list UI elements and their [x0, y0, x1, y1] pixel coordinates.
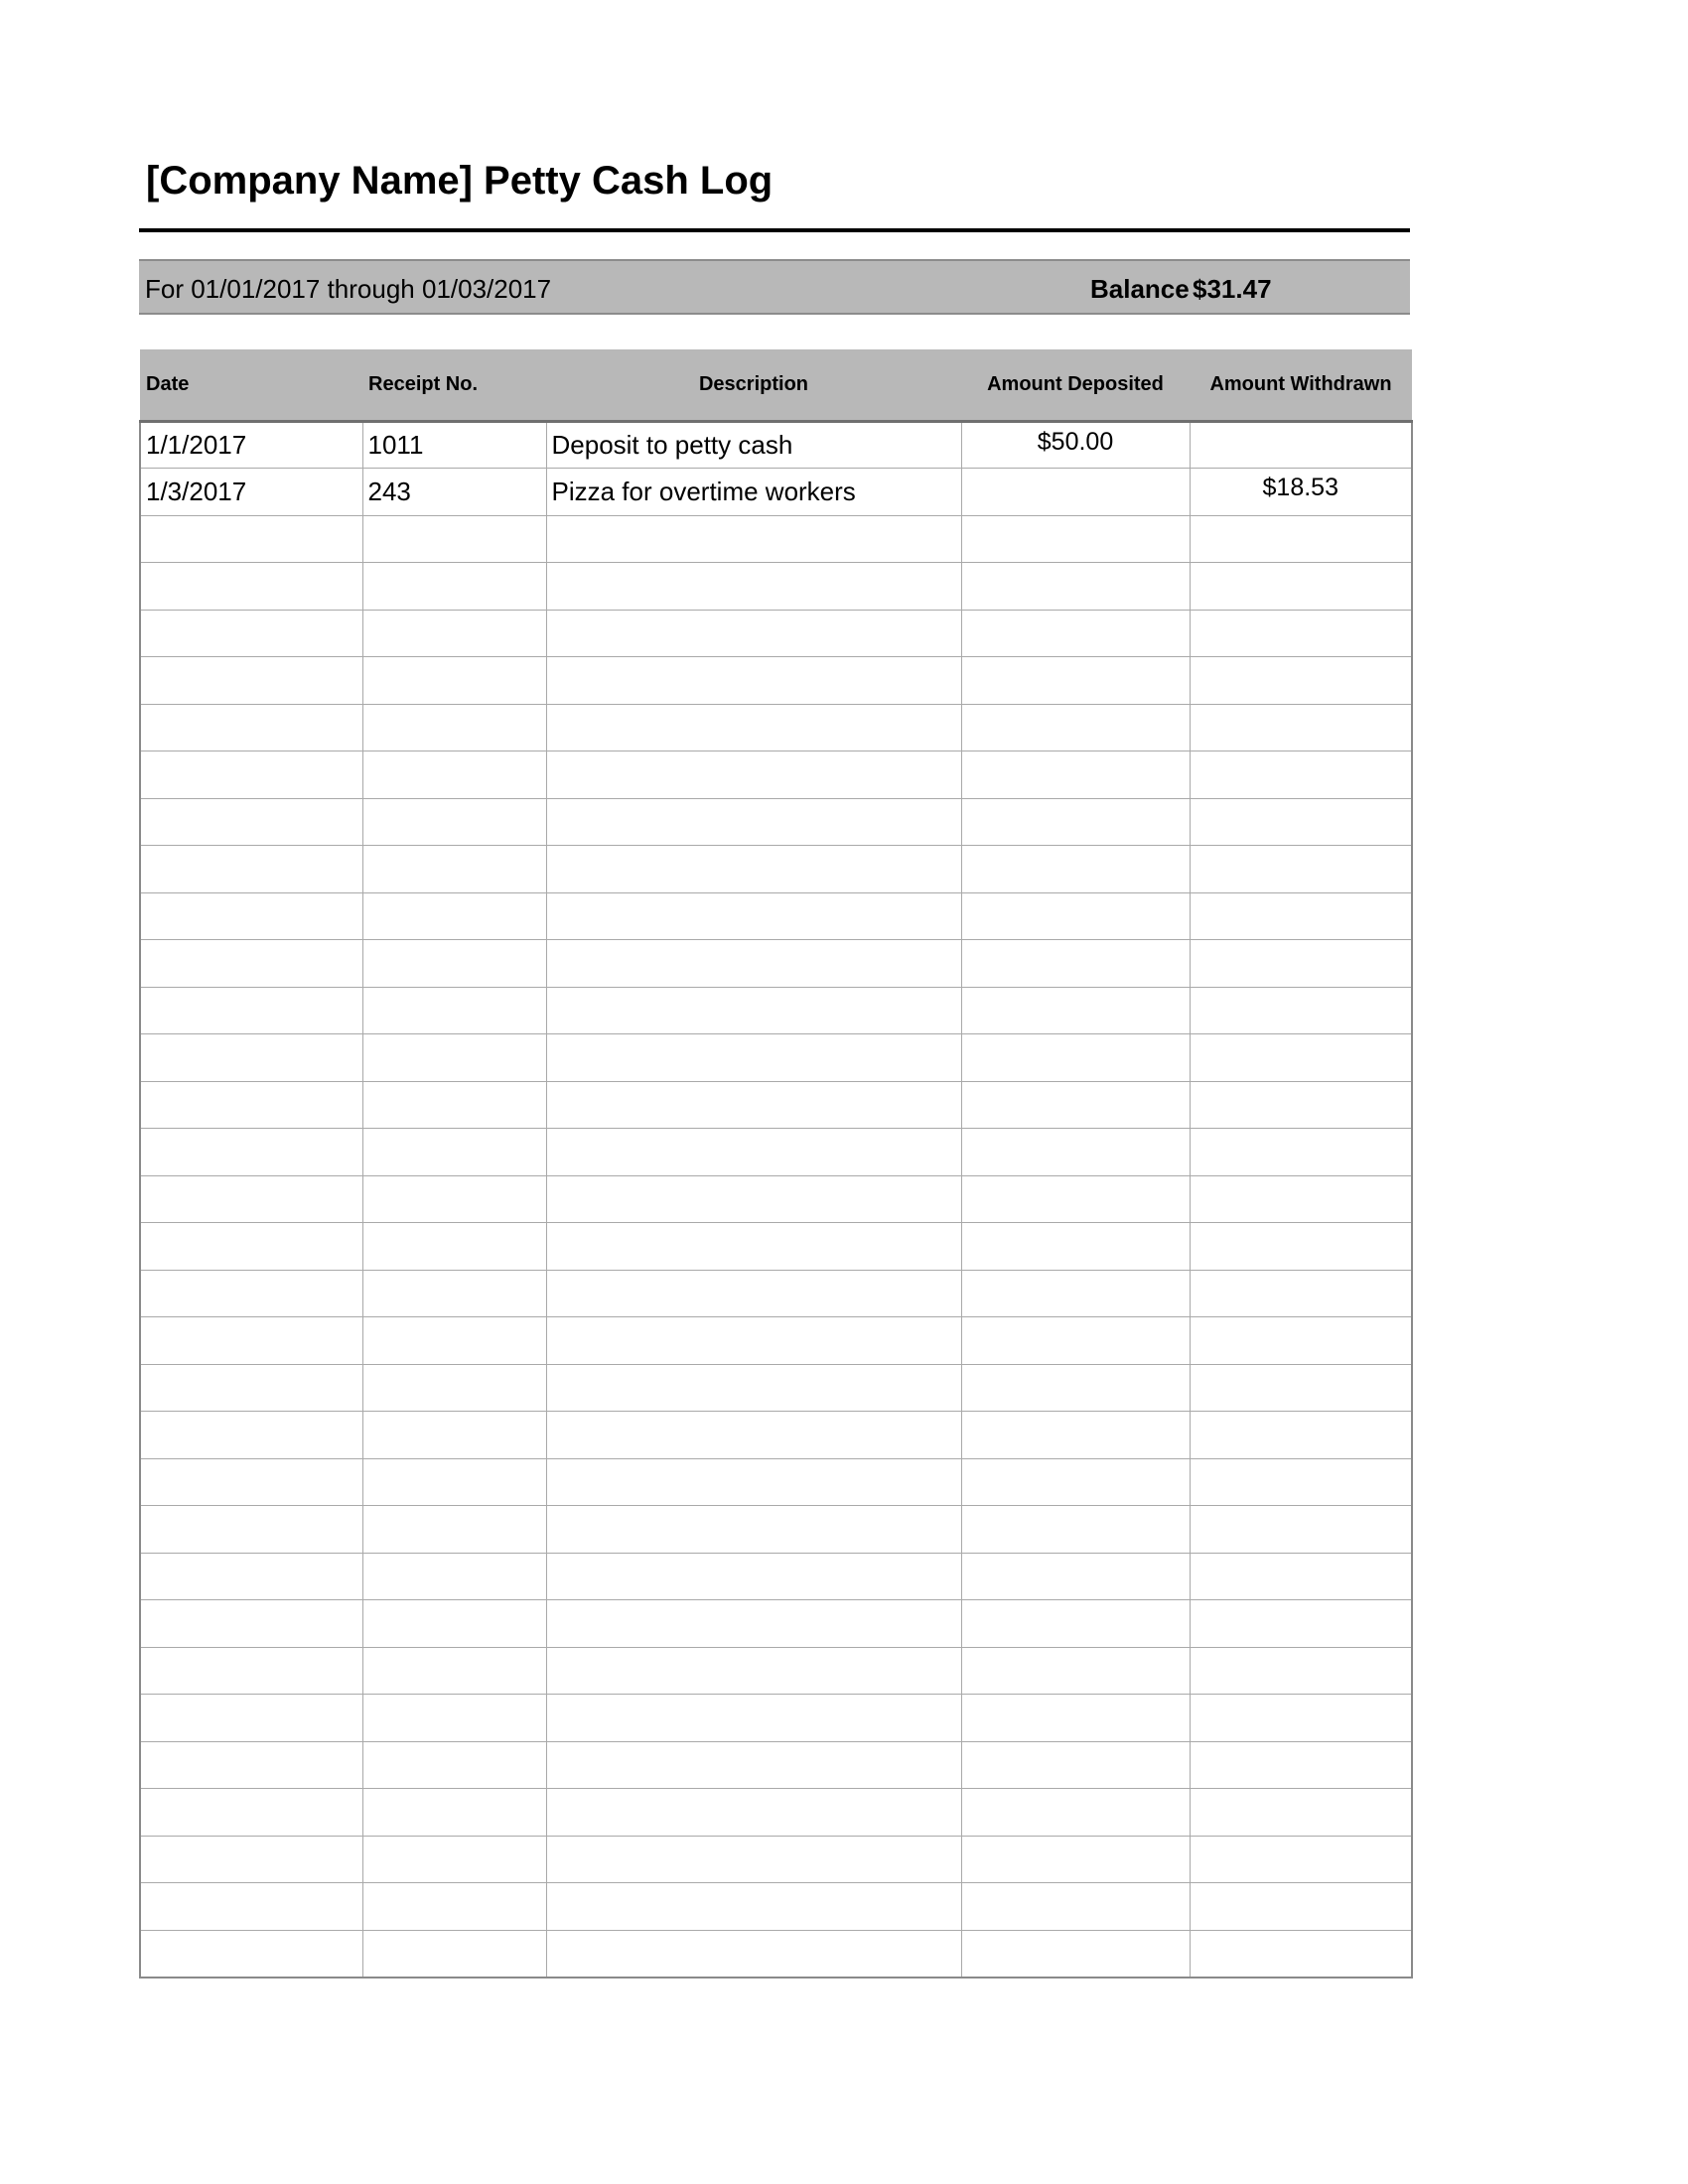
description-cell[interactable] [546, 751, 961, 799]
table-row [140, 846, 1412, 893]
description-cell[interactable] [546, 704, 961, 751]
description-cell[interactable] [546, 1175, 961, 1223]
amount-withdrawn-cell[interactable] [1190, 1930, 1412, 1978]
amount-withdrawn-cell[interactable] [1190, 610, 1412, 657]
table-row [140, 1883, 1412, 1931]
amount-withdrawn-cell[interactable] [1190, 1741, 1412, 1789]
amount-deposited-cell[interactable] [961, 1458, 1190, 1506]
receipt-no-cell[interactable] [362, 892, 546, 940]
amount-withdrawn-cell[interactable] [1190, 1600, 1412, 1648]
amount-deposited-cell[interactable] [961, 469, 1190, 516]
header-row [140, 349, 1412, 421]
table-row [140, 751, 1412, 799]
table-row [140, 1553, 1412, 1600]
amount-withdrawn-cell[interactable] [1190, 1836, 1412, 1883]
amount-deposited-cell[interactable] [961, 1741, 1190, 1789]
date-cell[interactable] [140, 1695, 362, 1742]
amount-deposited-cell[interactable] [961, 1836, 1190, 1883]
description-cell[interactable] [546, 1081, 961, 1129]
table-row [140, 1317, 1412, 1365]
receipt-no-cell[interactable] [362, 1412, 546, 1459]
date-cell[interactable] [140, 1317, 362, 1365]
balance-value: $31.47 [1193, 274, 1272, 304]
description-cell[interactable] [546, 892, 961, 940]
amount-withdrawn-cell[interactable] [1190, 563, 1412, 611]
table-row [140, 1506, 1412, 1554]
amount-withdrawn-cell[interactable] [1190, 1317, 1412, 1365]
amount-withdrawn-cell[interactable] [1190, 798, 1412, 846]
date-cell[interactable] [140, 751, 362, 799]
amount-withdrawn-cell[interactable] [1190, 1270, 1412, 1317]
amount-withdrawn-cell[interactable] [1190, 704, 1412, 751]
receipt-no-cell[interactable] [362, 1647, 546, 1695]
table-row [140, 515, 1412, 563]
amount-withdrawn-cell[interactable] [1190, 1223, 1412, 1271]
table-row [140, 1836, 1412, 1883]
date-cell[interactable] [140, 704, 362, 751]
table-row [140, 1270, 1412, 1317]
amount-withdrawn-cell[interactable] [1190, 657, 1412, 705]
date-cell[interactable] [140, 1741, 362, 1789]
amount-deposited-cell[interactable] [961, 1175, 1190, 1223]
amount-deposited-cell[interactable] [961, 1270, 1190, 1317]
description-cell[interactable] [546, 515, 961, 563]
date-cell[interactable] [140, 1836, 362, 1883]
description-cell[interactable] [546, 1741, 961, 1789]
amount-withdrawn-cell[interactable] [1190, 1412, 1412, 1459]
column-header-date: Date [140, 349, 362, 421]
amount-withdrawn-cell[interactable] [1190, 1789, 1412, 1837]
amount-withdrawn-cell[interactable] [1190, 987, 1412, 1034]
date-cell[interactable] [140, 798, 362, 846]
description-cell[interactable] [546, 798, 961, 846]
date-cell[interactable] [140, 515, 362, 563]
amount-withdrawn-cell[interactable] [1190, 1175, 1412, 1223]
date-cell[interactable] [140, 892, 362, 940]
description-cell[interactable] [546, 1836, 961, 1883]
receipt-no-cell[interactable] [362, 846, 546, 893]
receipt-no-cell[interactable] [362, 987, 546, 1034]
amount-withdrawn-cell[interactable] [1190, 515, 1412, 563]
amount-deposited-cell[interactable] [961, 751, 1190, 799]
date-cell[interactable] [140, 1034, 362, 1082]
description-cell[interactable] [546, 657, 961, 705]
description-cell[interactable] [546, 1270, 961, 1317]
description-cell[interactable] [546, 1364, 961, 1412]
description-cell[interactable]: Deposit to petty cash [546, 421, 961, 469]
description-cell[interactable] [546, 610, 961, 657]
table-row [140, 1600, 1412, 1648]
table-row [140, 469, 1412, 516]
table-row [140, 1930, 1412, 1978]
date-cell[interactable] [140, 1081, 362, 1129]
column-header-description: Description [546, 349, 961, 421]
table-body [140, 421, 1412, 1978]
date-cell[interactable] [140, 610, 362, 657]
amount-withdrawn-cell[interactable] [1190, 751, 1412, 799]
receipt-no-cell[interactable] [362, 1883, 546, 1931]
description-cell[interactable] [546, 1412, 961, 1459]
date-cell[interactable] [140, 1129, 362, 1176]
amount-withdrawn-cell[interactable] [1190, 1129, 1412, 1176]
description-cell[interactable] [546, 1458, 961, 1506]
period-summary-band [139, 259, 1410, 315]
description-cell[interactable] [546, 1930, 961, 1978]
amount-deposited-cell[interactable] [961, 1317, 1190, 1365]
receipt-no-cell[interactable] [362, 798, 546, 846]
receipt-no-cell[interactable] [362, 751, 546, 799]
period-range: For 01/01/2017 through 01/03/2017 [145, 274, 552, 304]
amount-deposited-cell[interactable] [961, 1364, 1190, 1412]
date-cell[interactable] [140, 1458, 362, 1506]
column-header-amount-withdrawn: Amount Withdrawn [1190, 349, 1412, 421]
table-row [140, 657, 1412, 705]
amount-withdrawn-cell[interactable]: $18.53 [1190, 469, 1412, 516]
table-row [140, 1789, 1412, 1837]
table-row [140, 1081, 1412, 1129]
receipt-no-cell[interactable]: 243 [362, 469, 546, 516]
description-cell[interactable] [546, 1034, 961, 1082]
amount-withdrawn-cell[interactable] [1190, 1647, 1412, 1695]
table-row [140, 1034, 1412, 1082]
amount-withdrawn-cell[interactable] [1190, 846, 1412, 893]
amount-withdrawn-cell[interactable] [1190, 1553, 1412, 1600]
receipt-no-cell[interactable] [362, 1553, 546, 1600]
date-cell[interactable] [140, 1270, 362, 1317]
petty-cash-log-table [139, 349, 1413, 1979]
description-cell[interactable] [546, 1600, 961, 1648]
balance-label: Balance [1090, 274, 1190, 304]
description-cell[interactable] [546, 563, 961, 611]
receipt-no-cell[interactable] [362, 610, 546, 657]
table-row [140, 1223, 1412, 1271]
table-header [140, 349, 1412, 421]
date-cell[interactable]: 1/1/2017 [140, 421, 362, 469]
date-cell[interactable] [140, 1223, 362, 1271]
receipt-no-cell[interactable] [362, 940, 546, 988]
amount-deposited-cell[interactable] [961, 1647, 1190, 1695]
date-cell[interactable] [140, 940, 362, 988]
receipt-no-cell[interactable]: 1011 [362, 421, 546, 469]
table-row [140, 1129, 1412, 1176]
date-cell[interactable] [140, 1553, 362, 1600]
description-cell[interactable] [546, 1223, 961, 1271]
table-row [140, 1412, 1412, 1459]
table-row [140, 1741, 1412, 1789]
amount-deposited-cell[interactable] [961, 1789, 1190, 1837]
date-cell[interactable] [140, 987, 362, 1034]
receipt-no-cell[interactable] [362, 1317, 546, 1365]
amount-deposited-cell[interactable]: $50.00 [961, 421, 1190, 469]
receipt-no-cell[interactable] [362, 1129, 546, 1176]
description-cell[interactable] [546, 1883, 961, 1931]
column-header-amount-deposited: Amount Deposited [961, 349, 1190, 421]
date-cell[interactable] [140, 563, 362, 611]
amount-withdrawn-cell[interactable] [1190, 892, 1412, 940]
description-cell[interactable] [546, 1647, 961, 1695]
receipt-no-cell[interactable] [362, 1600, 546, 1648]
amount-deposited-cell[interactable] [961, 1412, 1190, 1459]
amount-deposited-cell[interactable] [961, 563, 1190, 611]
receipt-no-cell[interactable] [362, 657, 546, 705]
amount-withdrawn-cell[interactable] [1190, 1506, 1412, 1554]
receipt-no-cell[interactable] [362, 1175, 546, 1223]
table-row [140, 892, 1412, 940]
date-cell[interactable] [140, 1647, 362, 1695]
receipt-no-cell[interactable] [362, 1458, 546, 1506]
receipt-no-cell[interactable] [362, 1270, 546, 1317]
amount-deposited-cell[interactable] [961, 1034, 1190, 1082]
table-row [140, 704, 1412, 751]
amount-deposited-cell[interactable] [961, 892, 1190, 940]
table-row [140, 987, 1412, 1034]
receipt-no-cell[interactable] [362, 1081, 546, 1129]
description-cell[interactable] [546, 846, 961, 893]
table-row [140, 940, 1412, 988]
amount-deposited-cell[interactable] [961, 657, 1190, 705]
table-row [140, 798, 1412, 846]
amount-withdrawn-cell[interactable] [1190, 1364, 1412, 1412]
page-title: [Company Name] Petty Cash Log [146, 159, 774, 203]
receipt-no-cell[interactable] [362, 1506, 546, 1554]
description-cell[interactable] [546, 1553, 961, 1600]
column-header-receipt-no: Receipt No. [362, 349, 546, 421]
receipt-no-cell[interactable] [362, 563, 546, 611]
date-cell[interactable] [140, 1883, 362, 1931]
amount-withdrawn-cell[interactable] [1190, 1034, 1412, 1082]
receipt-no-cell[interactable] [362, 1741, 546, 1789]
description-cell[interactable] [546, 1317, 961, 1365]
date-cell[interactable] [140, 846, 362, 893]
description-cell[interactable] [546, 1129, 961, 1176]
amount-deposited-cell[interactable] [961, 1129, 1190, 1176]
receipt-no-cell[interactable] [362, 1930, 546, 1978]
amount-deposited-cell[interactable] [961, 1930, 1190, 1978]
table-row [140, 1695, 1412, 1742]
amount-withdrawn-cell[interactable] [1190, 940, 1412, 988]
amount-withdrawn-cell[interactable] [1190, 1081, 1412, 1129]
amount-deposited-cell[interactable] [961, 704, 1190, 751]
amount-deposited-cell[interactable] [961, 1506, 1190, 1554]
amount-deposited-cell[interactable] [961, 1081, 1190, 1129]
amount-deposited-cell[interactable] [961, 1600, 1190, 1648]
date-cell[interactable] [140, 1506, 362, 1554]
amount-deposited-cell[interactable] [961, 846, 1190, 893]
receipt-no-cell[interactable] [362, 515, 546, 563]
description-cell[interactable] [546, 987, 961, 1034]
amount-deposited-cell[interactable] [961, 515, 1190, 563]
receipt-no-cell[interactable] [362, 1836, 546, 1883]
title-divider [139, 228, 1410, 232]
date-cell[interactable] [140, 1930, 362, 1978]
date-cell[interactable] [140, 657, 362, 705]
amount-deposited-cell[interactable] [961, 1883, 1190, 1931]
receipt-no-cell[interactable] [362, 1789, 546, 1837]
amount-deposited-cell[interactable] [961, 1553, 1190, 1600]
date-cell[interactable] [140, 1789, 362, 1837]
date-cell[interactable] [140, 1175, 362, 1223]
amount-deposited-cell[interactable] [961, 987, 1190, 1034]
description-cell[interactable] [546, 1695, 961, 1742]
amount-deposited-cell[interactable] [961, 1223, 1190, 1271]
amount-withdrawn-cell[interactable] [1190, 1883, 1412, 1931]
description-cell[interactable] [546, 1789, 961, 1837]
receipt-no-cell[interactable] [362, 1034, 546, 1082]
table-row [140, 1175, 1412, 1223]
receipt-no-cell[interactable] [362, 1364, 546, 1412]
amount-deposited-cell[interactable] [961, 1695, 1190, 1742]
table-row [140, 1364, 1412, 1412]
table-row [140, 421, 1412, 469]
amount-withdrawn-cell[interactable] [1190, 1695, 1412, 1742]
table-row [140, 563, 1412, 611]
amount-deposited-cell[interactable] [961, 940, 1190, 988]
date-cell[interactable] [140, 1364, 362, 1412]
description-cell[interactable] [546, 1506, 961, 1554]
table-row [140, 1647, 1412, 1695]
table-row [140, 1458, 1412, 1506]
amount-deposited-cell[interactable] [961, 610, 1190, 657]
receipt-no-cell[interactable] [362, 704, 546, 751]
receipt-no-cell[interactable] [362, 1223, 546, 1271]
amount-withdrawn-cell[interactable] [1190, 1458, 1412, 1506]
amount-withdrawn-cell[interactable] [1190, 421, 1412, 469]
description-cell[interactable]: Pizza for overtime workers [546, 469, 961, 516]
table-row [140, 610, 1412, 657]
description-cell[interactable] [546, 940, 961, 988]
date-cell[interactable]: 1/3/2017 [140, 469, 362, 516]
amount-deposited-cell[interactable] [961, 798, 1190, 846]
receipt-no-cell[interactable] [362, 1695, 546, 1742]
date-cell[interactable] [140, 1600, 362, 1648]
date-cell[interactable] [140, 1412, 362, 1459]
